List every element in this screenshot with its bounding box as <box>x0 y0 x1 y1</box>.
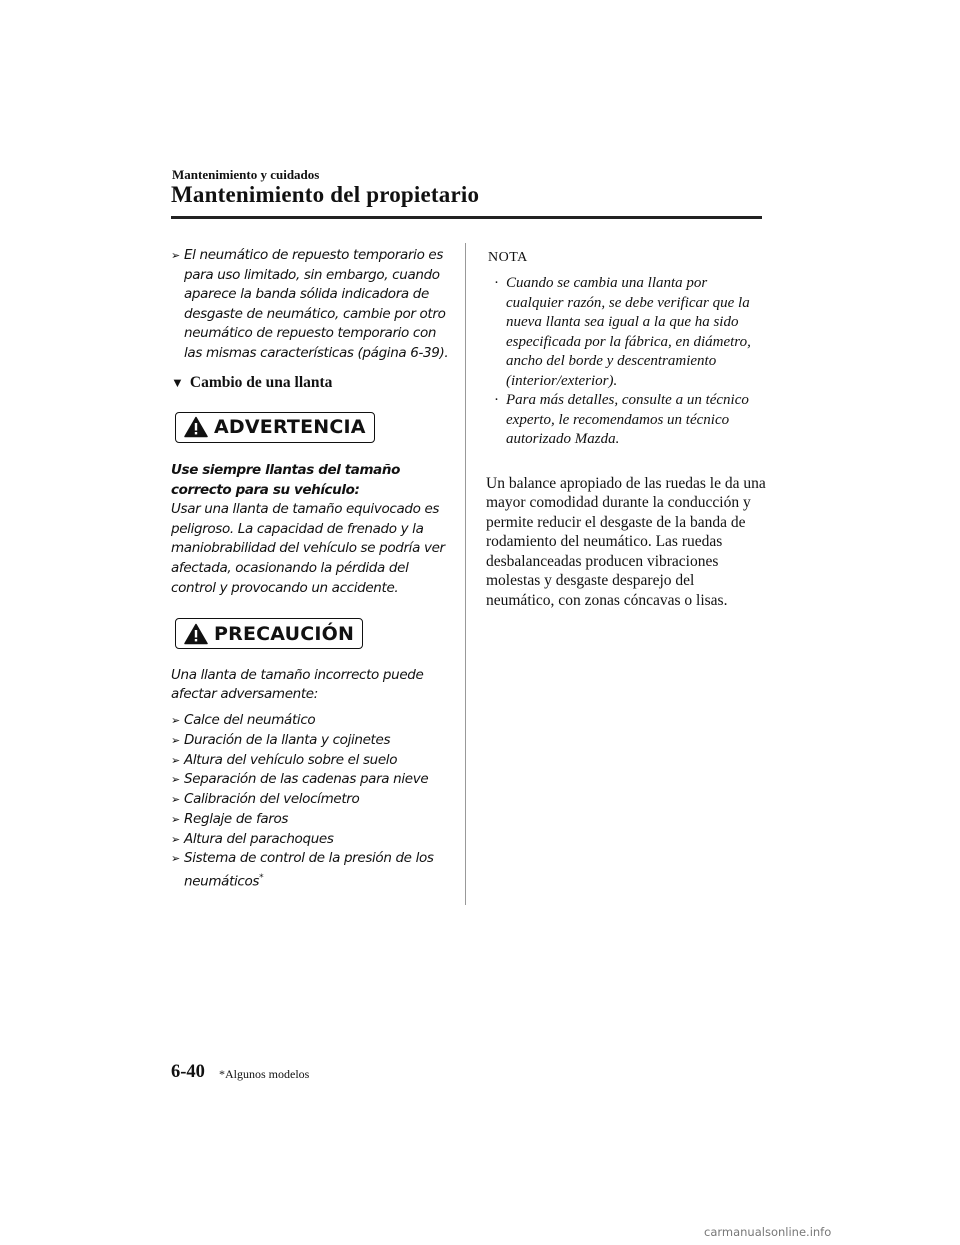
warning-body: Usar una llanta de tamaño equivocado es peligroso. La capacidad de frenado y la maniobrabilidad del vehículo se podría ver afectada, ocasionando la pérdida del control y provocando un accidente. <box>171 501 445 596</box>
list-item: ➢ Altura del parachoques <box>171 830 451 850</box>
watermark: carmanualsonline.info <box>704 1225 832 1239</box>
subheading <box>171 374 451 392</box>
warning-triangle-icon <box>184 623 208 645</box>
list-item: ➢ Duración de la llanta y cojinetes <box>171 731 451 751</box>
left-column <box>171 246 451 893</box>
bullet-icon: · <box>494 275 499 291</box>
caution-intro: Una llanta de tamaño incorrecto puede afectar adversamente: <box>171 666 424 703</box>
note-list <box>486 274 766 450</box>
page-number: 6-40 <box>171 1062 205 1082</box>
right-column <box>486 250 766 611</box>
arrow-right-icon: ➢ <box>171 713 180 727</box>
list-item: ➢ Separación de las cadenas para nieve <box>171 770 451 790</box>
body-paragraph: Un balance apropiado de las ruedas le da una mayor comodidad durante la conducción y permite reducir el desgaste de la banda de rodamiento del neumático. Las ruedas desbalanceadas producen vibraciones molestas y desgaste desparejo del neumático, con zonas cóncavas o lisas. <box>486 474 766 610</box>
list-item: ➢ Calce del neumático <box>171 711 451 731</box>
chapter-title: Mantenimiento del propietario <box>171 182 480 207</box>
warning-label: ADVERTENCIA <box>214 416 366 439</box>
arrow-right-icon: ➢ <box>171 753 180 767</box>
footnote-mark: * <box>259 873 264 884</box>
warning-triangle-icon <box>184 416 208 438</box>
warning-title: Use siempre llantas del tamaño correcto para su vehículo: <box>171 462 400 498</box>
arrow-right-icon: ➢ <box>171 249 180 262</box>
note-item: · Cuando se cambia una llanta por cualquier razón, se debe verificar que la nueva llanta sea igual a la que ha sido especificada por la fábrica, en diámetro, ancho del borde y descentramiento (interior/exterior). <box>494 275 751 389</box>
arrow-right-icon: ➢ <box>171 733 180 747</box>
warning-banner <box>175 412 375 443</box>
intro-item-text: El neumático de repuesto temporario es para uso limitado, sin embargo, cuando aparece la banda sólida indicadora de desgaste de neumático, cambie por otro neumático de repuesto temporario con las mismas características (página 6-39). <box>184 247 449 361</box>
arrow-right-icon: ➢ <box>171 812 180 826</box>
subheading-text: Cambio de una llanta <box>189 373 333 391</box>
caution-banner <box>175 618 363 649</box>
intro-item <box>171 246 451 364</box>
arrow-right-icon: ➢ <box>171 852 180 866</box>
list-item: ➢ Altura del vehículo sobre el suelo <box>171 751 451 771</box>
header-rule <box>171 216 762 219</box>
bullet-icon: · <box>494 392 499 408</box>
footnote: *Algunos modelos <box>219 1067 310 1081</box>
arrow-right-icon: ➢ <box>171 773 180 787</box>
list-item: ➢ Reglaje de faros <box>171 810 451 830</box>
note-title: NOTA <box>488 250 528 265</box>
section-label: Mantenimiento y cuidados <box>172 167 320 182</box>
column-divider <box>465 243 466 905</box>
caution-list <box>171 711 451 893</box>
list-item: ➢ Calibración del velocímetro <box>171 790 451 810</box>
note-item: · Para más detalles, consulte a un técnico experto, le recomendamos un técnico autorizado Mazda. <box>494 392 749 447</box>
triangle-down-icon: ▼ <box>171 374 184 390</box>
arrow-right-icon: ➢ <box>171 793 180 807</box>
list-item: ➢ Sistema de control de la presión de los neumáticos* <box>171 850 434 890</box>
arrow-right-icon: ➢ <box>171 832 180 846</box>
caution-label: PRECAUCIÓN <box>214 622 355 645</box>
